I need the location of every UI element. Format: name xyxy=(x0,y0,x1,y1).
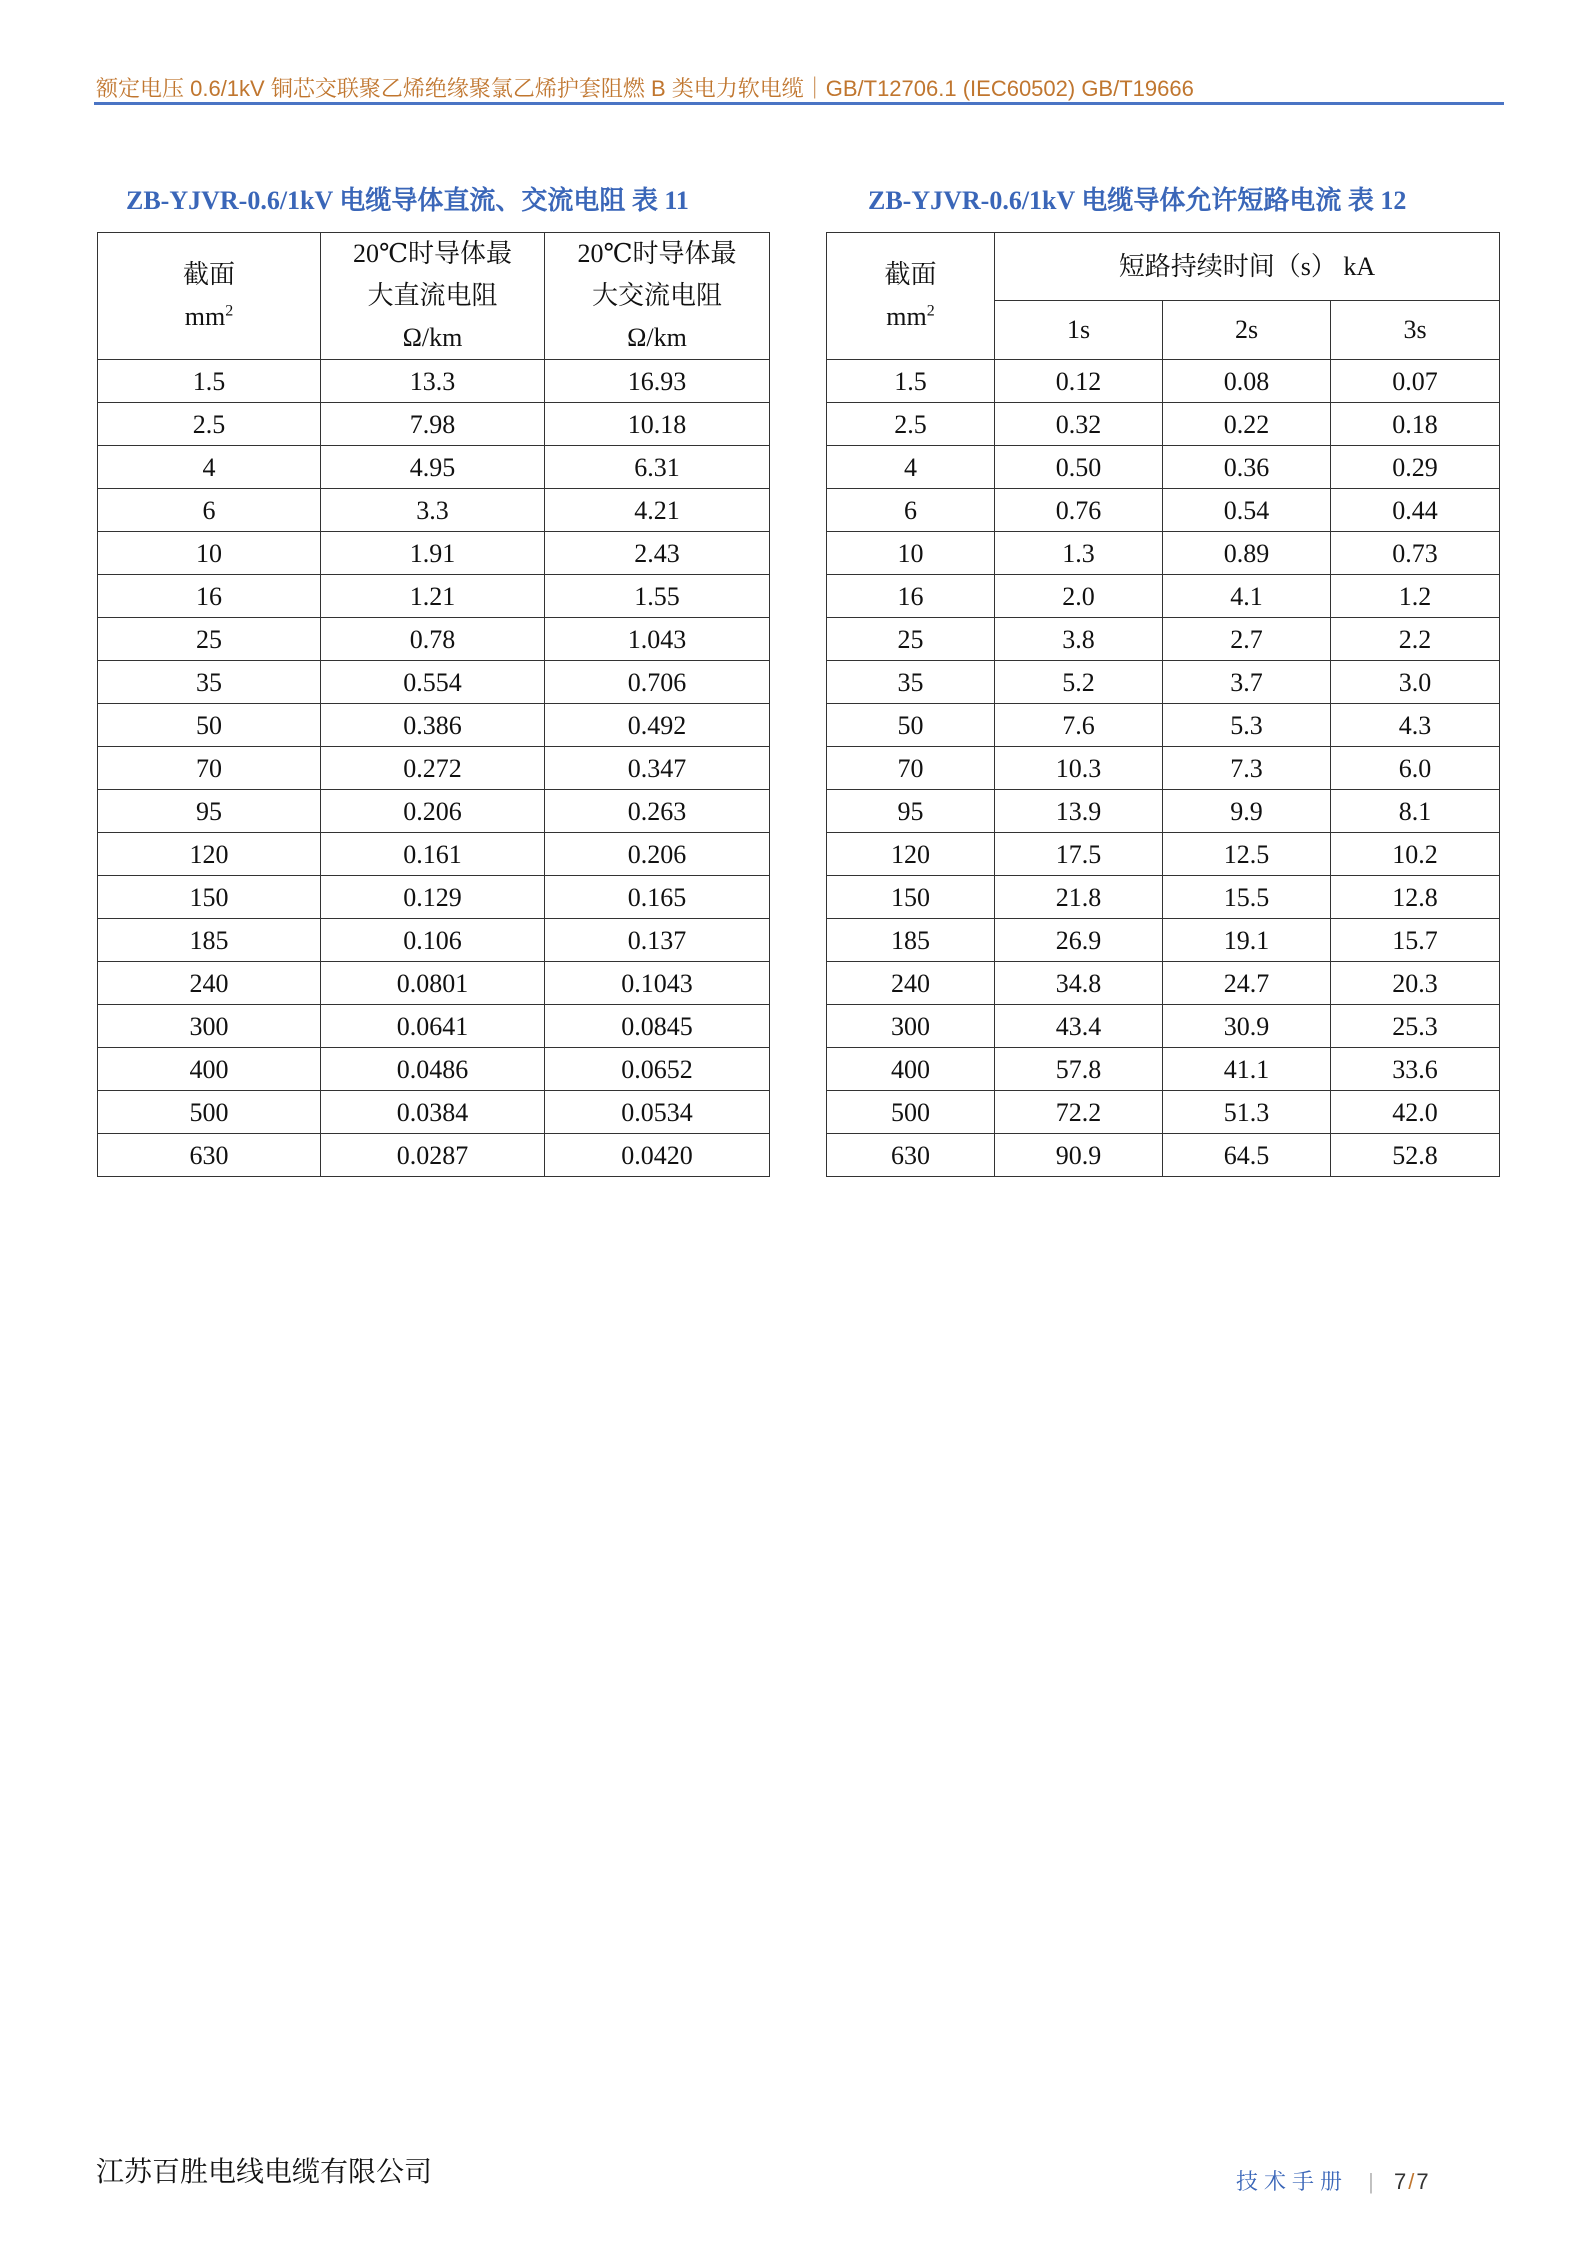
table-row xyxy=(98,1005,770,1048)
cell-current-2s: 0.22 xyxy=(1163,403,1331,446)
cell-section: 500 xyxy=(98,1091,321,1134)
cell-dc-resistance: 0.0287 xyxy=(321,1134,545,1177)
cell-current-1s: 17.5 xyxy=(995,833,1163,876)
table-12-short-circuit xyxy=(826,232,1500,1177)
cell-dc-resistance: 4.95 xyxy=(321,446,545,489)
table-row xyxy=(827,489,1500,532)
cell-current-3s: 8.1 xyxy=(1331,790,1500,833)
footer-page-number: 7/7 xyxy=(1393,2169,1431,2194)
cell-section: 4 xyxy=(827,446,995,489)
cell-ac-resistance: 16.93 xyxy=(545,360,770,403)
header-ac-line1: 20℃时导体最 xyxy=(577,239,737,268)
cell-current-2s: 0.89 xyxy=(1163,532,1331,575)
cell-current-1s: 0.50 xyxy=(995,446,1163,489)
cell-current-2s: 0.36 xyxy=(1163,446,1331,489)
header-section-label: 截面 xyxy=(884,260,937,289)
cell-ac-resistance: 1.55 xyxy=(545,575,770,618)
cell-current-3s: 1.2 xyxy=(1331,575,1500,618)
cell-current-3s: 33.6 xyxy=(1331,1048,1500,1091)
cell-section: 95 xyxy=(98,790,321,833)
cell-current-2s: 2.7 xyxy=(1163,618,1331,661)
cell-current-2s: 12.5 xyxy=(1163,833,1331,876)
table-row xyxy=(827,1048,1500,1091)
cell-current-3s: 0.18 xyxy=(1331,403,1500,446)
header-1s: 1s xyxy=(995,301,1163,360)
cell-section: 300 xyxy=(98,1005,321,1048)
table-row xyxy=(98,1048,770,1091)
table-row xyxy=(98,1134,770,1177)
cell-current-1s: 0.32 xyxy=(995,403,1163,446)
cell-current-1s: 26.9 xyxy=(995,919,1163,962)
cell-current-1s: 72.2 xyxy=(995,1091,1163,1134)
cell-current-2s: 4.1 xyxy=(1163,575,1331,618)
cell-current-3s: 3.0 xyxy=(1331,661,1500,704)
cell-ac-resistance: 1.043 xyxy=(545,618,770,661)
table-row xyxy=(827,1134,1500,1177)
cell-section: 6 xyxy=(827,489,995,532)
cell-dc-resistance: 0.129 xyxy=(321,876,545,919)
cell-section: 630 xyxy=(98,1134,321,1177)
cell-section: 35 xyxy=(827,661,995,704)
table-row xyxy=(827,790,1500,833)
cell-ac-resistance: 0.0845 xyxy=(545,1005,770,1048)
table-11-body xyxy=(98,360,770,1177)
table-row xyxy=(827,704,1500,747)
cell-current-3s: 4.3 xyxy=(1331,704,1500,747)
cell-dc-resistance: 0.161 xyxy=(321,833,545,876)
cell-current-1s: 90.9 xyxy=(995,1134,1163,1177)
table-row xyxy=(98,962,770,1005)
table-row xyxy=(827,1091,1500,1134)
cell-ac-resistance: 0.0652 xyxy=(545,1048,770,1091)
cell-ac-resistance: 0.165 xyxy=(545,876,770,919)
cell-dc-resistance: 0.0641 xyxy=(321,1005,545,1048)
table-11-title: ZB-YJVR-0.6/1kV 电缆导体直流、交流电阻 表 11 xyxy=(126,186,689,215)
cell-section: 1.5 xyxy=(827,360,995,403)
cell-dc-resistance: 0.0384 xyxy=(321,1091,545,1134)
cell-current-1s: 1.3 xyxy=(995,532,1163,575)
cell-section: 50 xyxy=(98,704,321,747)
cell-current-3s: 0.29 xyxy=(1331,446,1500,489)
cell-section: 2.5 xyxy=(827,403,995,446)
table-row xyxy=(98,575,770,618)
cell-section: 10 xyxy=(827,532,995,575)
table-row xyxy=(827,360,1500,403)
table-row xyxy=(98,403,770,446)
cell-section: 120 xyxy=(98,833,321,876)
cell-current-2s: 0.54 xyxy=(1163,489,1331,532)
cell-section: 185 xyxy=(827,919,995,962)
cell-current-2s: 51.3 xyxy=(1163,1091,1331,1134)
cell-current-1s: 3.8 xyxy=(995,618,1163,661)
cell-section: 16 xyxy=(827,575,995,618)
cell-current-3s: 6.0 xyxy=(1331,747,1500,790)
cell-dc-resistance: 1.21 xyxy=(321,575,545,618)
footer-separator: | xyxy=(1368,2169,1374,2194)
table-row xyxy=(98,833,770,876)
cell-section: 150 xyxy=(827,876,995,919)
table-row xyxy=(827,747,1500,790)
table-row xyxy=(98,1091,770,1134)
cell-current-2s: 64.5 xyxy=(1163,1134,1331,1177)
table-row xyxy=(827,1005,1500,1048)
cell-current-3s: 0.44 xyxy=(1331,489,1500,532)
cell-section: 240 xyxy=(98,962,321,1005)
cell-dc-resistance: 0.554 xyxy=(321,661,545,704)
cell-current-3s: 12.8 xyxy=(1331,876,1500,919)
cell-section: 400 xyxy=(827,1048,995,1091)
header-section xyxy=(98,233,321,360)
cell-ac-resistance: 0.0534 xyxy=(545,1091,770,1134)
cell-section: 120 xyxy=(827,833,995,876)
table-row xyxy=(98,790,770,833)
cell-current-1s: 43.4 xyxy=(995,1005,1163,1048)
table-row xyxy=(98,661,770,704)
footer-company-name: 江苏百胜电线电缆有限公司 xyxy=(96,2157,433,2188)
cell-section: 150 xyxy=(98,876,321,919)
cell-section: 400 xyxy=(98,1048,321,1091)
cell-current-3s: 52.8 xyxy=(1331,1134,1500,1177)
cell-section: 500 xyxy=(827,1091,995,1134)
header-section xyxy=(827,233,995,360)
table-row xyxy=(98,489,770,532)
cell-ac-resistance: 0.0420 xyxy=(545,1134,770,1177)
footer-manual-label: 技术手册 xyxy=(1236,2169,1349,2194)
cell-current-2s: 24.7 xyxy=(1163,962,1331,1005)
table-row xyxy=(827,532,1500,575)
table-row xyxy=(98,747,770,790)
header-2s: 2s xyxy=(1163,301,1331,360)
cell-current-1s: 21.8 xyxy=(995,876,1163,919)
cell-dc-resistance: 0.106 xyxy=(321,919,545,962)
table-11-resistance xyxy=(97,232,770,1177)
cell-dc-resistance: 0.0486 xyxy=(321,1048,545,1091)
table-row xyxy=(827,919,1500,962)
header-ac-unit: Ω/km xyxy=(627,323,687,352)
cell-ac-resistance: 0.706 xyxy=(545,661,770,704)
table-row xyxy=(98,446,770,489)
cell-dc-resistance: 0.272 xyxy=(321,747,545,790)
cell-current-3s: 42.0 xyxy=(1331,1091,1500,1134)
header-section-label: 截面 xyxy=(182,260,235,289)
cell-ac-resistance: 6.31 xyxy=(545,446,770,489)
cell-ac-resistance: 0.137 xyxy=(545,919,770,962)
table-row xyxy=(98,704,770,747)
header-3s: 3s xyxy=(1331,301,1500,360)
table-row xyxy=(827,876,1500,919)
header-ac-line2: 大交流电阻 xyxy=(591,281,722,310)
table-12-body xyxy=(827,360,1500,1177)
cell-dc-resistance: 0.0801 xyxy=(321,962,545,1005)
table-row xyxy=(98,532,770,575)
cell-current-1s: 2.0 xyxy=(995,575,1163,618)
table-row xyxy=(827,962,1500,1005)
cell-section: 95 xyxy=(827,790,995,833)
cell-current-3s: 2.2 xyxy=(1331,618,1500,661)
cell-section: 2.5 xyxy=(98,403,321,446)
cell-current-2s: 5.3 xyxy=(1163,704,1331,747)
cell-current-2s: 19.1 xyxy=(1163,919,1331,962)
cell-section: 50 xyxy=(827,704,995,747)
cell-section: 35 xyxy=(98,661,321,704)
cell-current-1s: 0.12 xyxy=(995,360,1163,403)
cell-section: 300 xyxy=(827,1005,995,1048)
table-row xyxy=(98,919,770,962)
table-row xyxy=(827,618,1500,661)
cell-section: 16 xyxy=(98,575,321,618)
cell-dc-resistance: 7.98 xyxy=(321,403,545,446)
cell-current-1s: 7.6 xyxy=(995,704,1163,747)
cell-current-3s: 20.3 xyxy=(1331,962,1500,1005)
cell-section: 1.5 xyxy=(98,360,321,403)
cell-ac-resistance: 0.206 xyxy=(545,833,770,876)
cell-ac-resistance: 10.18 xyxy=(545,403,770,446)
cell-current-2s: 0.08 xyxy=(1163,360,1331,403)
cell-ac-resistance: 0.1043 xyxy=(545,962,770,1005)
cell-current-1s: 10.3 xyxy=(995,747,1163,790)
header-dc-line2: 大直流电阻 xyxy=(367,281,498,310)
cell-ac-resistance: 0.263 xyxy=(545,790,770,833)
table-row xyxy=(98,618,770,661)
header-dc-unit: Ω/km xyxy=(402,323,463,352)
cell-current-2s: 7.3 xyxy=(1163,747,1331,790)
cell-current-1s: 57.8 xyxy=(995,1048,1163,1091)
table-row xyxy=(827,661,1500,704)
cell-ac-resistance: 4.21 xyxy=(545,489,770,532)
header-section-unit: $mm^2$ xyxy=(886,302,935,331)
cell-current-3s: 25.3 xyxy=(1331,1005,1500,1048)
cell-current-3s: 10.2 xyxy=(1331,833,1500,876)
cell-current-2s: 3.7 xyxy=(1163,661,1331,704)
cell-current-2s: 15.5 xyxy=(1163,876,1331,919)
table-row xyxy=(98,360,770,403)
table-row xyxy=(98,876,770,919)
cell-current-2s: 9.9 xyxy=(1163,790,1331,833)
cell-section: 70 xyxy=(98,747,321,790)
table-row xyxy=(827,446,1500,489)
cell-current-1s: 34.8 xyxy=(995,962,1163,1005)
table-row xyxy=(827,833,1500,876)
cell-section: 25 xyxy=(827,618,995,661)
cell-section: 25 xyxy=(98,618,321,661)
cell-current-1s: 13.9 xyxy=(995,790,1163,833)
cell-current-1s: 0.76 xyxy=(995,489,1163,532)
cell-dc-resistance: 1.91 xyxy=(321,532,545,575)
table-row xyxy=(827,575,1500,618)
table-12-title: ZB-YJVR-0.6/1kV 电缆导体允许短路电流 表 12 xyxy=(868,186,1407,215)
cell-current-3s: 0.07 xyxy=(1331,360,1500,403)
cell-dc-resistance: 0.206 xyxy=(321,790,545,833)
cell-section: 240 xyxy=(827,962,995,1005)
page-header-text: 额定电压 0.6/1kV 铜芯交联聚乙烯绝缘聚氯乙烯护套阻燃 B 类电力软电缆｜GB/T12706.1 (IEC60502) GB/T19666 xyxy=(96,76,1194,101)
header-dc-line1: 20℃时导体最 xyxy=(352,239,513,268)
cell-current-3s: 0.73 xyxy=(1331,532,1500,575)
header-duration-group: 短路持续时间（s） kA xyxy=(995,233,1500,301)
cell-current-1s: 5.2 xyxy=(995,661,1163,704)
cell-current-2s: 41.1 xyxy=(1163,1048,1331,1091)
header-rule xyxy=(94,102,1504,105)
table-row xyxy=(827,403,1500,446)
cell-ac-resistance: 0.492 xyxy=(545,704,770,747)
cell-section: 6 xyxy=(98,489,321,532)
cell-section: 185 xyxy=(98,919,321,962)
cell-section: 10 xyxy=(98,532,321,575)
cell-current-3s: 15.7 xyxy=(1331,919,1500,962)
cell-section: 4 xyxy=(98,446,321,489)
cell-current-2s: 30.9 xyxy=(1163,1005,1331,1048)
header-dc-resistance xyxy=(321,233,545,360)
footer-manual-page xyxy=(1236,2165,1431,2196)
header-ac-resistance xyxy=(545,233,770,360)
header-section-unit: $mm^2$ xyxy=(184,302,234,331)
cell-section: 630 xyxy=(827,1134,995,1177)
cell-section: 70 xyxy=(827,747,995,790)
cell-ac-resistance: 2.43 xyxy=(545,532,770,575)
cell-dc-resistance: 13.3 xyxy=(321,360,545,403)
cell-dc-resistance: 0.78 xyxy=(321,618,545,661)
cell-ac-resistance: 0.347 xyxy=(545,747,770,790)
cell-dc-resistance: 3.3 xyxy=(321,489,545,532)
cell-dc-resistance: 0.386 xyxy=(321,704,545,747)
